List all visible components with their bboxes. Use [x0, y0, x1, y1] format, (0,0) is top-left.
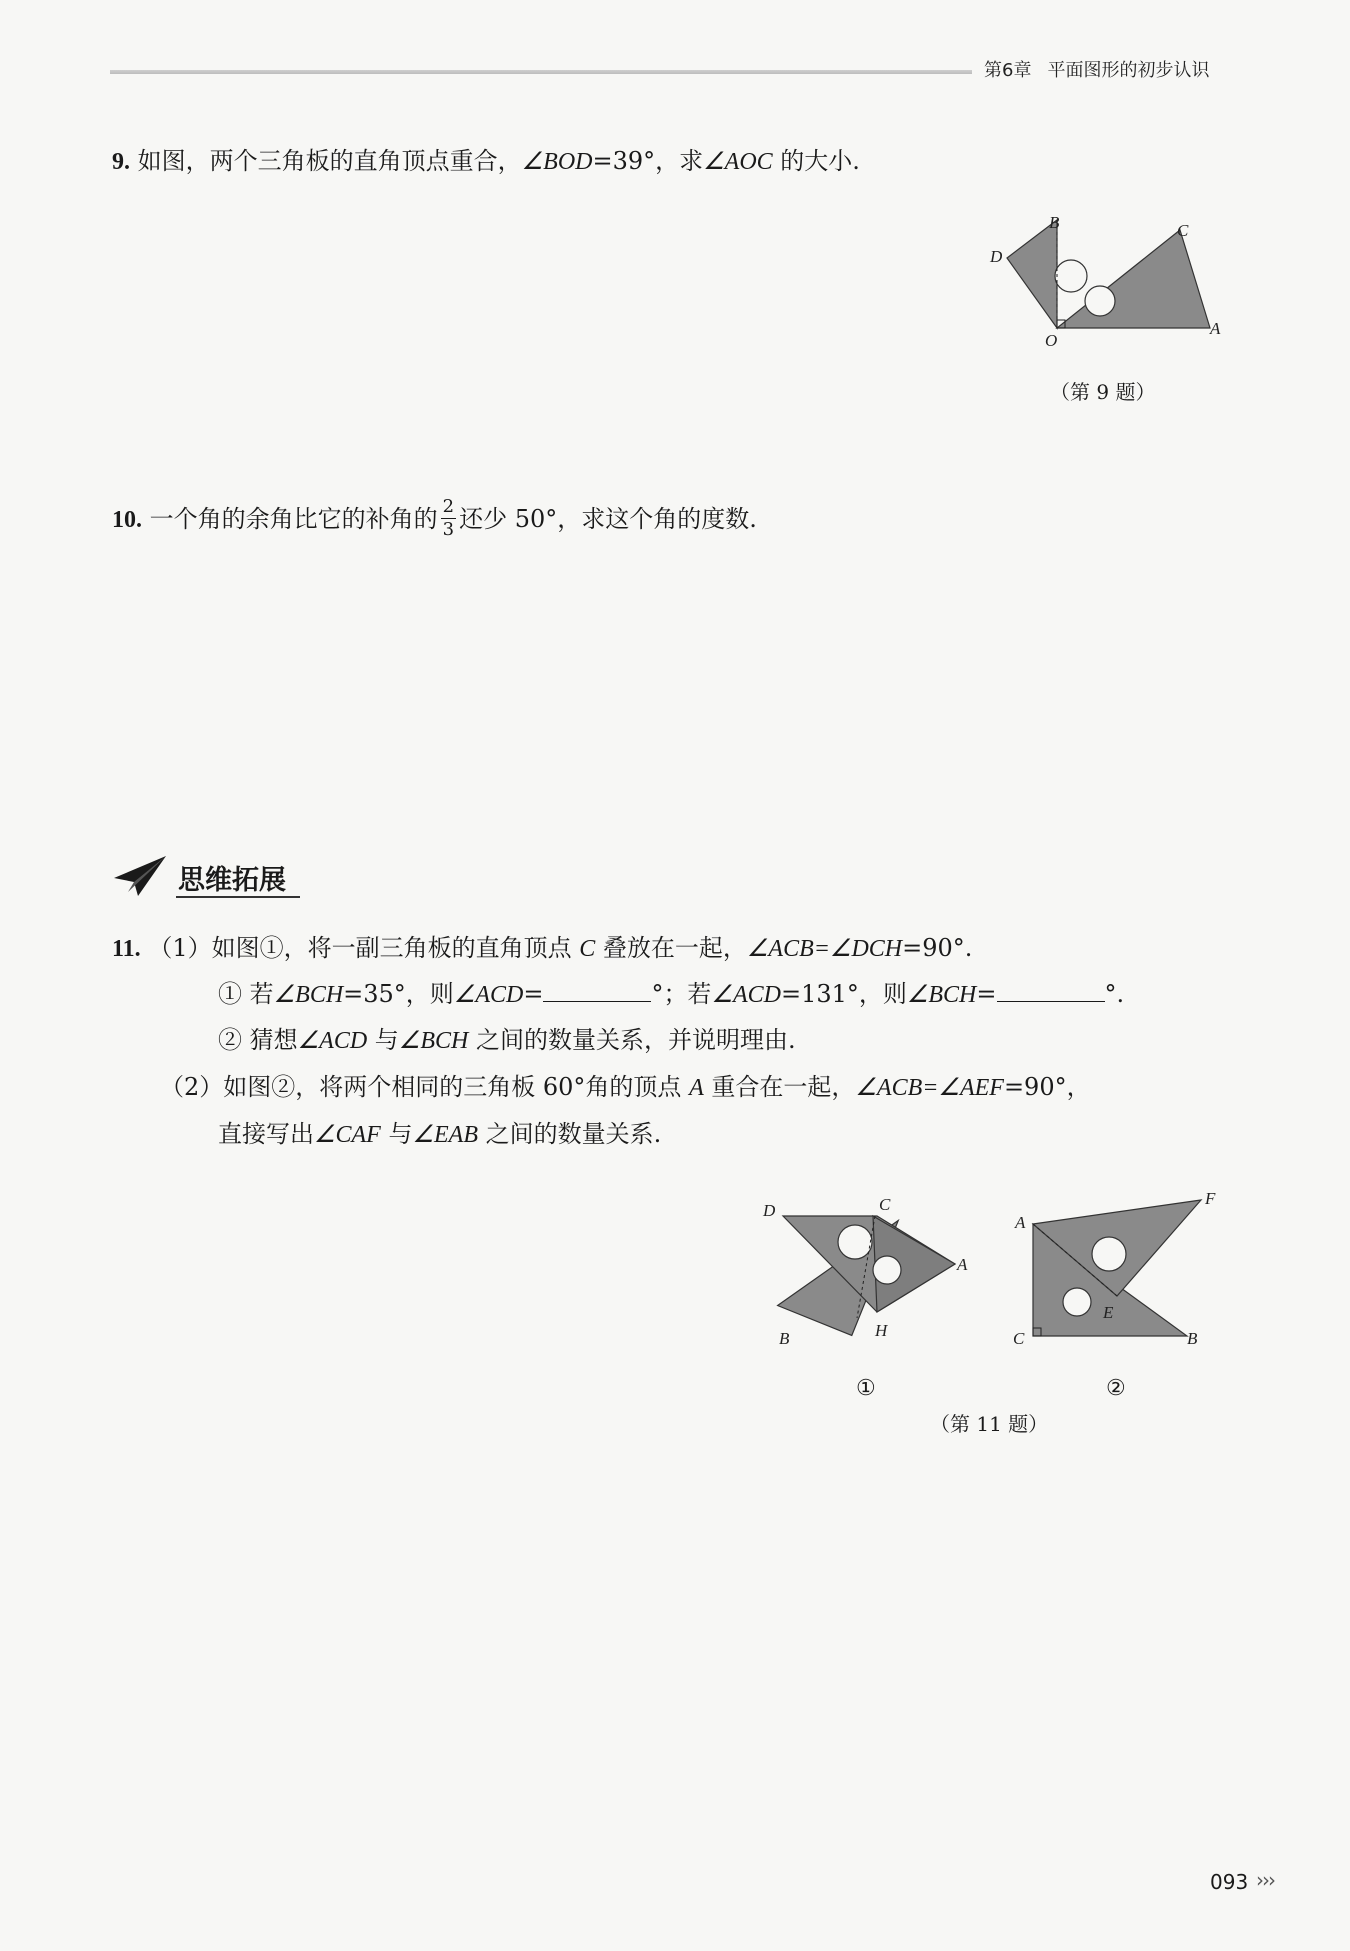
- triangle-hole: [1063, 1288, 1091, 1316]
- triangle-hole: [1055, 260, 1087, 292]
- question-text: 重合在一起，: [703, 1073, 856, 1101]
- question-text: =131°，则: [780, 980, 907, 1008]
- math-var: A: [689, 1075, 704, 1101]
- question-text: 的大小.: [772, 147, 860, 175]
- triangle-hole: [1092, 1237, 1126, 1271]
- question-text: 还少 50°，求这个角的度数.: [459, 505, 757, 533]
- math-angle: ∠ACB=∠DCH: [746, 936, 903, 962]
- question-text: °.: [1104, 980, 1125, 1008]
- question-text: （2）如图②，将两个相同的三角板 60°角的顶点: [160, 1073, 690, 1101]
- running-header: [984, 56, 1225, 82]
- question-9: [112, 147, 860, 177]
- math-angle: ∠BCH: [398, 1028, 469, 1054]
- figure-9-caption: （第 9 题）: [1050, 380, 1156, 404]
- question-text: °；若: [651, 980, 712, 1008]
- point-label-c: C: [879, 1195, 891, 1214]
- chapter-title: 平面图形的初步认识: [1047, 60, 1210, 81]
- question-number: 11.: [112, 936, 141, 962]
- question-text: 与: [367, 1026, 399, 1054]
- point-label-o: O: [1045, 331, 1058, 350]
- math-angle: ∠ACB=∠AEF: [855, 1075, 1004, 1101]
- figure-11-1-label: ①: [856, 1376, 876, 1401]
- point-label-d: D: [990, 247, 1003, 266]
- point-label-b: B: [1049, 213, 1060, 232]
- question-text: （1）如图①，将一副三角板的直角顶点: [148, 934, 580, 962]
- point-label-d: D: [763, 1201, 776, 1220]
- question-11-sub1: [218, 980, 1124, 1010]
- point-label-e: E: [1103, 1303, 1114, 1322]
- question-text: 如图，两个三角板的直角顶点重合，: [137, 147, 522, 175]
- math-var: C: [579, 936, 596, 962]
- math-angle: ∠ACD: [453, 982, 524, 1008]
- question-number: 10.: [112, 507, 142, 533]
- question-text: 之间的数量关系，并说明理由.: [468, 1026, 796, 1054]
- point-label-c: C: [1177, 221, 1189, 240]
- question-text: =: [976, 980, 997, 1008]
- math-angle: ∠ACD: [711, 982, 781, 1008]
- figure-11-caption: （第 11 题）: [930, 1412, 1049, 1436]
- fraction-numerator: 2: [442, 496, 455, 517]
- fraction: [441, 498, 456, 539]
- math-angle: ∠BOD: [521, 149, 593, 175]
- triangle-hole: [1085, 286, 1115, 316]
- figure-11-2: [1005, 1188, 1230, 1348]
- page-arrows: ›››: [1256, 1868, 1274, 1892]
- point-label-a: A: [1015, 1213, 1026, 1232]
- question-text: 直接写出: [218, 1120, 314, 1148]
- question-11-part2: [160, 1073, 1091, 1103]
- math-angle: ∠BCH: [906, 982, 977, 1008]
- question-text: 一个角的余角比它的补角的: [149, 505, 438, 533]
- figure-11-2-label: ②: [1106, 1376, 1126, 1401]
- point-label-a: A: [957, 1255, 968, 1274]
- point-label-f: F: [1205, 1189, 1216, 1208]
- question-text: ② 猜想: [218, 1026, 298, 1054]
- point-label-b: B: [779, 1329, 790, 1348]
- question-10: [112, 496, 757, 541]
- question-text: 叠放在一起，: [595, 934, 747, 962]
- section-title: 思维拓展: [178, 865, 286, 896]
- page-number: 093: [1210, 1870, 1249, 1894]
- figure-11-1: [755, 1192, 985, 1352]
- answer-blank[interactable]: [997, 981, 1105, 1002]
- answer-blank[interactable]: [543, 981, 651, 1002]
- question-text: =35°，则: [343, 980, 454, 1008]
- triangle-hole: [838, 1225, 872, 1259]
- question-text: =90°，: [1003, 1073, 1091, 1101]
- math-angle: ∠BCH: [273, 982, 344, 1008]
- math-angle: ∠CAF: [314, 1122, 381, 1148]
- math-angle: ∠AOC: [703, 149, 773, 175]
- header-rule: [110, 70, 972, 74]
- question-text: ① 若: [218, 980, 274, 1008]
- section-underline: [176, 896, 300, 898]
- question-11-part1: [112, 934, 972, 964]
- question-text: 与: [380, 1120, 413, 1148]
- triangle-hole: [873, 1256, 901, 1284]
- point-label-h: H: [875, 1321, 888, 1340]
- math-angle: ∠ACD: [297, 1028, 368, 1054]
- point-label-a: A: [1210, 319, 1221, 338]
- fraction-denominator: 3: [442, 519, 455, 540]
- math-angle: ∠EAB: [412, 1122, 478, 1148]
- point-label-b: B: [1187, 1329, 1198, 1348]
- question-text: 之间的数量关系.: [477, 1120, 662, 1148]
- point-label-c: C: [1013, 1329, 1025, 1348]
- question-text: =39°，求: [592, 147, 704, 175]
- paper-plane-icon: [112, 852, 168, 900]
- triangle-45: [1007, 220, 1057, 328]
- figure-9-triangles: [975, 212, 1225, 352]
- question-11-sub2: [218, 1026, 796, 1056]
- question-number: 9.: [112, 149, 130, 175]
- question-11-part2-line2: [218, 1120, 661, 1150]
- chapter-number: 第6章: [984, 60, 1032, 81]
- question-text: =: [523, 980, 544, 1008]
- question-text: =90°.: [902, 934, 973, 962]
